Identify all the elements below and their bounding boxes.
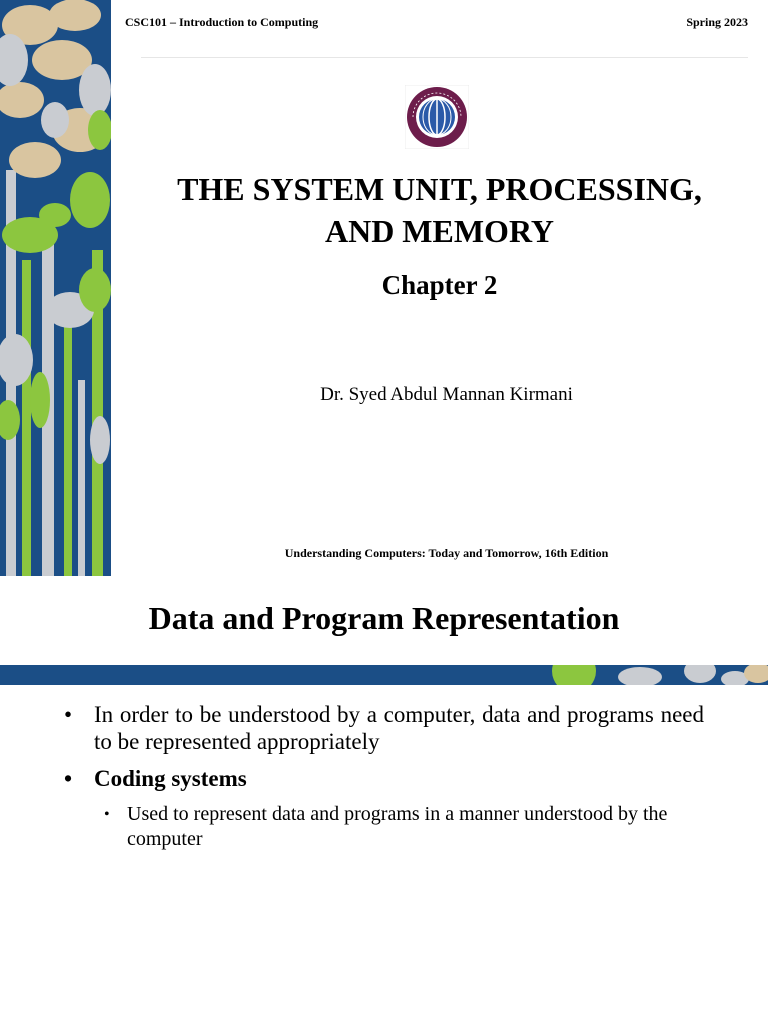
course-header: CSC101 – Introduction to Computing	[125, 15, 319, 29]
title-line-2: AND MEMORY	[324, 213, 555, 249]
sub-bullet-item	[104, 802, 704, 852]
leaf-decoration	[0, 0, 111, 576]
university-logo	[405, 85, 469, 149]
slide-heading: Data and Program Representation	[148, 600, 620, 636]
sub-bullet-marker: •	[104, 806, 110, 823]
bullet-item	[64, 701, 704, 755]
bullet-text: In order to be understood by a computer, data and programs need to be represented appropriately	[94, 702, 704, 754]
author-name: Dr. Syed Abdul Mannan Kirmani	[320, 384, 573, 405]
title-line-1: THE SYSTEM UNIT, PROCESSING,	[177, 171, 702, 207]
bullet-marker: •	[64, 766, 73, 791]
slide-title	[111, 168, 768, 252]
bullet-list	[64, 701, 704, 852]
bullet-text: Coding systems	[94, 766, 247, 791]
content-slide	[0, 576, 768, 1024]
textbook-credit: Understanding Computers: Today and Tomorrow, 16th Edition	[284, 546, 609, 560]
bullet-marker: •	[64, 702, 73, 727]
header-divider	[141, 57, 748, 58]
chapter-label: Chapter 2	[381, 270, 498, 300]
sub-bullet-text: Used to represent data and programs in a manner understood by the computer	[127, 803, 668, 850]
semester-header: Spring 2023	[686, 15, 748, 29]
bullet-item	[64, 765, 704, 792]
decorative-band	[0, 665, 768, 685]
